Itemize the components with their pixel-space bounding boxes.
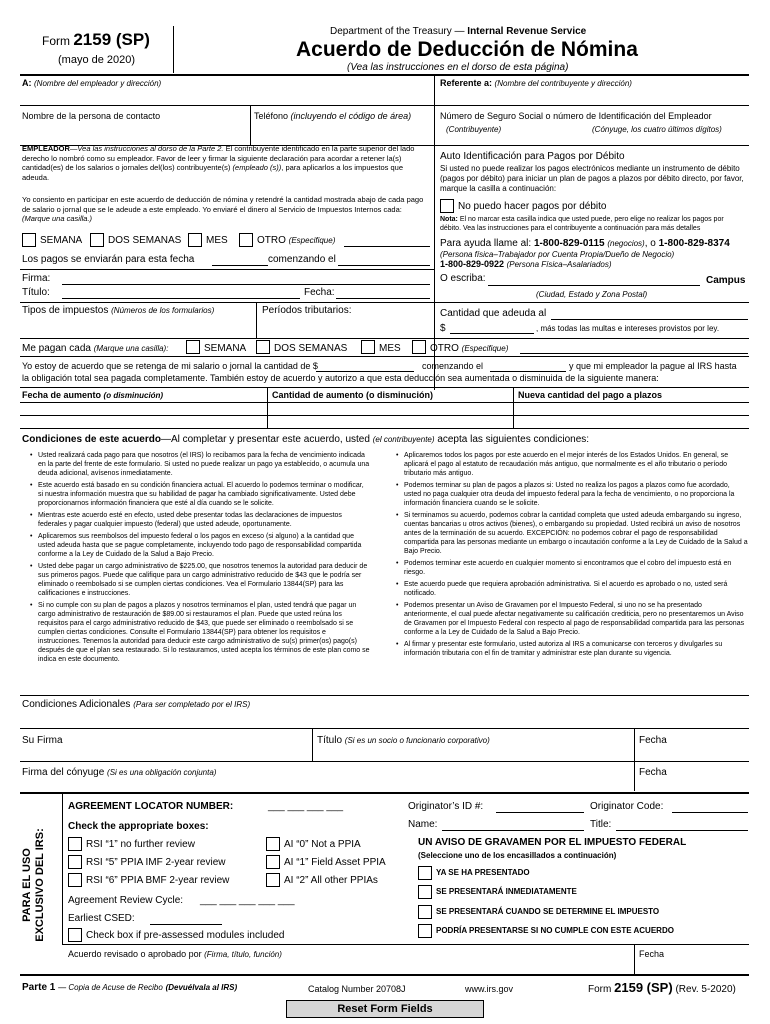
irs-name-label: Name: (408, 819, 438, 830)
contact-person-label: Nombre de la persona de contacto (22, 111, 161, 121)
employer-freq-otro-checkbox[interactable] (239, 233, 253, 247)
paid-mes-checkbox[interactable] (361, 340, 375, 354)
agree-amount-field[interactable] (316, 371, 414, 372)
signature-label: Firma: (22, 273, 51, 284)
conditions-left (30, 451, 370, 667)
help-phone-3: 1-800-829-0922 (Persona Física–Asalariados) (440, 259, 612, 269)
your-signature-label: Su Firma (22, 735, 63, 746)
form-label: Form 2159 (SP) (42, 30, 150, 49)
irs-use-side-label: PARA EL USO EXCLUSIVO DEL IRS: (21, 828, 46, 942)
taxpayer-hint: (Contribuyente) (446, 125, 502, 134)
condition-item: • Podemos presentar un Aviso de Gravamen por el Impuesto Federal, si uno no se ha presentado anteriormente, el cual puede afectar negativamente su calificación crediticia, pero no presentaremos un Aviso de Gravamen por el Impuesto Federal con respecto al pago de responsabilidad compartida para las personas conforme a la Ley de Cuidado de la Salud a Bajo Precio. (404, 601, 748, 637)
paid-every-label: Me pagan cada (Marque una casilla): (22, 343, 169, 354)
condition-item: • Podemos terminar su plan de pagos a plazos si: Usted no realiza los pagos a plazos como fue acordado, usted no paga cualquier otra deuda del impuesto federal para la fecha de vencimiento, o no proporciona la información financiera cuando se le solicite. (404, 481, 748, 508)
paid-otro-label: OTRO (Especifique) (430, 343, 509, 354)
help-phone-2-hint: (Persona física–Trabajador por Cuenta Propia/Dueño de Negocio) (440, 250, 675, 259)
additional-conditions-label: Condiciones Adicionales (Para ser completado por el IRS) (22, 699, 251, 710)
ai2-checkbox[interactable] (266, 873, 280, 887)
spouse-hint: (Cónyuge, los cuatro últimos dígitos) (592, 125, 722, 134)
preassessed-label: Check box if pre-assessed modules included (86, 930, 285, 941)
rsi6-checkbox[interactable] (68, 873, 82, 887)
lien-immediate-label: SE PRESENTARÁ INMEDIATAMENTE (436, 887, 577, 896)
condition-item: • Este acuerdo puede que requiera aprobación administrativa. Si el acuerdo es aprobado o no, usted será notificado. (404, 580, 748, 598)
employer-instructions: EMPLEADOR—Vea las instrucciones al dorso de la Parte 2. El contribuyente identificado en la parte superior del lado derecho lo nombró como su empleador. Favor de leer y firmar la siguiente declaración para acordar a retener la(s) cantidad(es) de los salarios o jornales del(los) contribuyente(s) (empleado (s)), para aplicarlos a los impuestos que adeuda. (22, 144, 415, 182)
new-payment-header: Nueva cantidad del pago a plazos (518, 390, 663, 400)
condition-item: • Usted debe pagar un cargo administrativo de $225.00, que nosotros tenemos la autoridad para deducir de sus primeros pagos. Puede que califique para un cargo administrativo reducido de $43 que le podría ser eliminado o reembolsado si se cumplen ciertas condiciones. Vea el Formulario 13844(SP) para las calificaciones e instrucciones. (38, 562, 370, 598)
part-label: Parte 1 — Copia de Acuse de Recibo (Devuélvala al IRS) (22, 982, 238, 993)
lien-determined-label: SE PRESENTARÁ CUANDO SE DETERMINE EL IMPUESTO (436, 907, 660, 916)
rsi1-label: RSI “1” no further review (86, 839, 195, 850)
review-cycle-label: Agreement Review Cycle: (68, 895, 184, 906)
freq-otro-label: OTRO (Especifique) (257, 235, 336, 246)
condition-item: • Aplicaremos sus reembolsos del impuesto federal o los pagos en exceso (si alguno) a la cantidad que usted adeuda hasta que se pague completamente, incluyendo todo pago de responsabilidad compartida conforme a la Ley de Cuidado de la Salud a Bajo Precio. (38, 532, 370, 559)
condition-item: • Si no cumple con su plan de pagos a plazos y nosotros terminamos el plan, usted tendrá que pagar un cargo administrativo de restauración de $89.00 si restauramos el plan. Puede que usted reúna los requisitos para el cargo administrativo reducido de $43, que puede ser eliminado o reembolsado si se cumplen ciertas condiciones. Consulte el Formulario 13844(SP) para obtener los requisitos e instrucciones. Tenemos la autoridad para deducir este cargo administrativo de su(s) primer(os) pago(s) después de que el plan sea restaurado. Si lo restauramos, usted acepta los términos de este plan como se indica en este documento. (38, 601, 370, 664)
owed-amount-field[interactable] (450, 333, 534, 334)
increase-date-header: Fecha de aumento (o disminución) (22, 390, 164, 400)
tax-periods-label: Períodos tributarios: (262, 305, 352, 316)
date-label: Fecha: (304, 287, 335, 298)
employer-freq-mes-checkbox[interactable] (188, 233, 202, 247)
csed-field[interactable] (150, 924, 222, 925)
lien-default-label: PODRÍA PRESENTARSE SI NO CUMPLE CON ESTE ACUERDO (436, 926, 674, 935)
owed-to-field[interactable] (551, 319, 748, 320)
footer-form-number: Form 2159 (SP) (Rev. 5-2020) (588, 980, 736, 995)
employer-consent: Yo consiento en participar en este acuerdo de deducción de nómina y retendré la cantidad mostrada abajo de cada pago de salario o jornal que se le adeude a este empleado. Yo enviaré el dinero al Servicio de Impuestos Internos cada: (Marque una casilla.) (22, 195, 424, 223)
paid-semana-checkbox[interactable] (186, 340, 200, 354)
condition-item: • Este acuerdo está basado en su condición financiera actual. El acuerdo lo podemos terminar o modificar, si nuestra información muestra que su habilidad de pagar ha cambiado significativamente. Usted debe proporcionarnos información financiera que esté al día cuando se le solicite. (38, 481, 370, 508)
ai1-label: AI “1” Field Asset PPIA (284, 857, 386, 868)
paid-semana-label: SEMANA (204, 343, 247, 354)
ai0-label: AI “0” Not a PPIA (284, 839, 361, 850)
taxpayer-label: Referente a: (Nombre del contribuyente y dirección) (440, 78, 632, 88)
employer-name-label: A: (Nombre del empleador y dirección) (22, 78, 162, 88)
freq-semana-label: SEMANA (40, 235, 83, 246)
rsi6-label: RSI “6” PPIA BMF 2-year review (86, 875, 230, 886)
freq-otro-field[interactable] (344, 246, 430, 247)
originator-code-field[interactable] (672, 812, 748, 813)
csed-label: Earliest CSED: (68, 913, 135, 924)
reset-form-button[interactable]: Reset Form Fields (286, 1000, 484, 1018)
lien-default-checkbox[interactable] (418, 924, 432, 938)
lien-title: UN AVISO DE GRAVAMEN POR EL IMPUESTO FEDERAL (418, 837, 687, 848)
write-label: O escriba: (440, 273, 486, 284)
spouse-date-label: Fecha (639, 767, 667, 778)
irs-name-field[interactable] (442, 830, 584, 831)
irs-title-label: Title: (590, 819, 612, 830)
paid-dos-checkbox[interactable] (256, 340, 270, 354)
phone-label: Teléfono (incluyendo el código de área) (254, 111, 412, 121)
originator-code-label: Originator Code: (590, 801, 664, 812)
title-label: Título: (22, 287, 50, 298)
owed-dollar: $ (440, 323, 446, 334)
irs-website: www.irs.gov (465, 984, 514, 994)
condition-item: • Al firmar y presentar este formulario, usted autoriza al IRS a comunicarse con terceros y divulgarles su información tributaria con el fin de tramitar y administrar este plan durante su vigencia. (404, 640, 748, 658)
freq-dos-label: DOS SEMANAS (108, 235, 182, 246)
conditions-right (396, 451, 748, 661)
ai0-checkbox[interactable] (266, 837, 280, 851)
employer-freq-dos-checkbox[interactable] (90, 233, 104, 247)
agree-tail: y que mi empleador la pague al IRS hasta (569, 361, 737, 371)
owed-tail: , más todas las multas e intereses provistos por ley. (536, 324, 720, 333)
freq-mes-label: MES (206, 235, 228, 246)
no-debit-label: No puedo hacer pagos por débito (458, 201, 607, 212)
starting-label: comenzando el (268, 254, 336, 265)
lien-filed-checkbox[interactable] (418, 866, 432, 880)
debit-text: Si usted no puede realizar los pagos electrónicos mediante un instrumento de débito (pagos por débito) para iniciar un plan de pagos a plazos por débito directo, por favor, marque la casilla a continuación: (440, 164, 744, 193)
campus-label: Campus (706, 275, 746, 286)
payment-date-label: Los pagos se enviarán para esta fecha (22, 254, 195, 265)
preassessed-checkbox[interactable] (68, 928, 82, 942)
agree-start-date-field[interactable] (490, 371, 566, 372)
lien-subtitle: (Seleccione uno de los encasillados a continuación) (418, 851, 617, 860)
payment-date-field[interactable] (212, 265, 268, 266)
employer-title-field[interactable] (62, 298, 300, 299)
paid-otro-checkbox[interactable] (412, 340, 426, 354)
condition-item: • Podemos terminar este acuerdo en cualquier momento si encontramos que el cobro del impuesto está en riesgo. (404, 559, 748, 577)
form-title: Acuerdo de Deducción de Nómina (296, 38, 638, 61)
conditions-title: Condiciones de este acuerdo—Al completar y presentar este acuerdo, usted (el contribuyente) acepta las siguientes condiciones: (22, 434, 590, 445)
reviewed-by-label: Acuerdo revisado o aprobado por (Firma, título, función) (68, 949, 282, 959)
no-debit-checkbox[interactable] (440, 199, 454, 213)
reviewed-date-label: Fecha (639, 949, 665, 959)
lien-filed-label: YA SE HA PRESENTADO (436, 868, 530, 877)
signer-title-label: Título (Si es un socio o funcionario corporativo) (317, 735, 490, 746)
condition-item: • Mientras este acuerdo esté en efecto, usted debe presentar todas las declaraciones de impuestos federales y pagar cualquier impuesto (federal) que usted adeude, oportunamente. (38, 511, 370, 529)
review-cycle-field[interactable]: ___ ___ ___ ___ ___ (200, 895, 295, 906)
rsi5-checkbox[interactable] (68, 855, 82, 869)
owed-label: Cantidad que adeuda al (440, 308, 547, 319)
paid-mes-label: MES (379, 343, 401, 354)
agree-starting: comenzando el (422, 361, 484, 371)
department: Department of the Treasury — Internal Revenue Service (330, 26, 587, 37)
agree-amount-text: Yo estoy de acuerdo que se retenga de mi salario o jornal la cantidad de $ (22, 361, 318, 371)
locator-label: AGREEMENT LOCATOR NUMBER: (68, 801, 234, 812)
rsi5-label: RSI “5” PPIA IMF 2-year review (86, 857, 226, 868)
lien-determined-checkbox[interactable] (418, 905, 432, 919)
check-boxes-label: Check the appropriate boxes: (68, 821, 209, 832)
condition-item: • Si terminamos su acuerdo, podemos cobrar la cantidad completa que usted adeuda embargando su ingreso, cuentas bancarias u otros activos (bienes), o embargando su propiedad. Usted recibirá un aviso de nosotros antes de la terminación de su acuerdo. EXCEPCIÓN: no podemos cobrar el pago de responsabilidad compartida para las personas mediante un embargo o incautación conforme a la Ley de Cuidado de la Salud a Bajo Precio. (404, 511, 748, 556)
paid-dos-label: DOS SEMANAS (274, 343, 348, 354)
paid-otro-field[interactable] (520, 353, 748, 354)
employer-signature-field[interactable] (62, 284, 430, 285)
ssn-label: Número de Seguro Social o número de Identificación del Empleador (440, 111, 712, 121)
signature-date-label: Fecha (639, 735, 667, 746)
city-hint: (Ciudad, Estado y Zona Postal) (536, 290, 648, 299)
debit-note: Nota: El no marcar esta casilla indica que usted puede, pero elige no realizar los pagos por débito. Vea las instrucciones para el contribuyente a continuación para más detalles (440, 216, 724, 232)
irs-title-field[interactable] (616, 830, 748, 831)
rsi1-checkbox[interactable] (68, 837, 82, 851)
increase-amount-header: Cantidad de aumento (o disminución) (272, 390, 434, 400)
form-revision: (mayo de 2020) (58, 54, 136, 66)
condition-item: • Aplicaremos todos los pagos por este acuerdo en el mejor interés de los Estados Unidos. En general, se aplicará el pago al estatuto de recaudación más antiguo, que normalmente es el año tributario o período tributario más antiguo. (404, 451, 748, 478)
employer-date-field[interactable] (336, 298, 430, 299)
ai2-label: AI “2” All other PPIAs (284, 875, 378, 886)
originator-id-label: Originator’s ID #: (408, 801, 484, 812)
campus-field[interactable] (488, 285, 700, 286)
employer-freq-semana-checkbox[interactable] (22, 233, 36, 247)
ai1-checkbox[interactable] (266, 855, 280, 869)
spouse-signature-label: Firma del cónyuge (Si es una obligación conjunta) (22, 767, 217, 778)
starting-date-field[interactable] (338, 265, 430, 266)
originator-id-field[interactable] (496, 812, 584, 813)
help-phone-1: Para ayuda llame al: 1-800-829-0115 (negocios), o 1-800-829-8374 (440, 238, 730, 249)
locator-field[interactable]: ___ ___ ___ ___ (268, 801, 344, 812)
form-subtitle: (Vea las instrucciones en el dorso de esta página) (347, 62, 569, 73)
condition-item: • Usted realizará cada pago para que nosotros (el IRS) lo recibamos para la fecha de vencimiento indicada en la parte del frente de este formulario. Si usted no puede realizar un pago ya establecido, o acumula una deuda adicional, avísenos inmediatamente. (38, 451, 370, 478)
lien-immediate-checkbox[interactable] (418, 885, 432, 899)
agree-line-2: la obligación total sea pagada completamente. También estoy de acuerdo y autorizo a que esta deducción sea aumentada o disminuida de la siguiente manera: (22, 373, 659, 383)
tax-types-label: Tipos de impuestos (Números de los formularios) (22, 305, 215, 316)
debit-title: Auto Identificación para Pagos por Débito (440, 151, 625, 162)
catalog-number: Catalog Number 20708J (308, 984, 406, 994)
